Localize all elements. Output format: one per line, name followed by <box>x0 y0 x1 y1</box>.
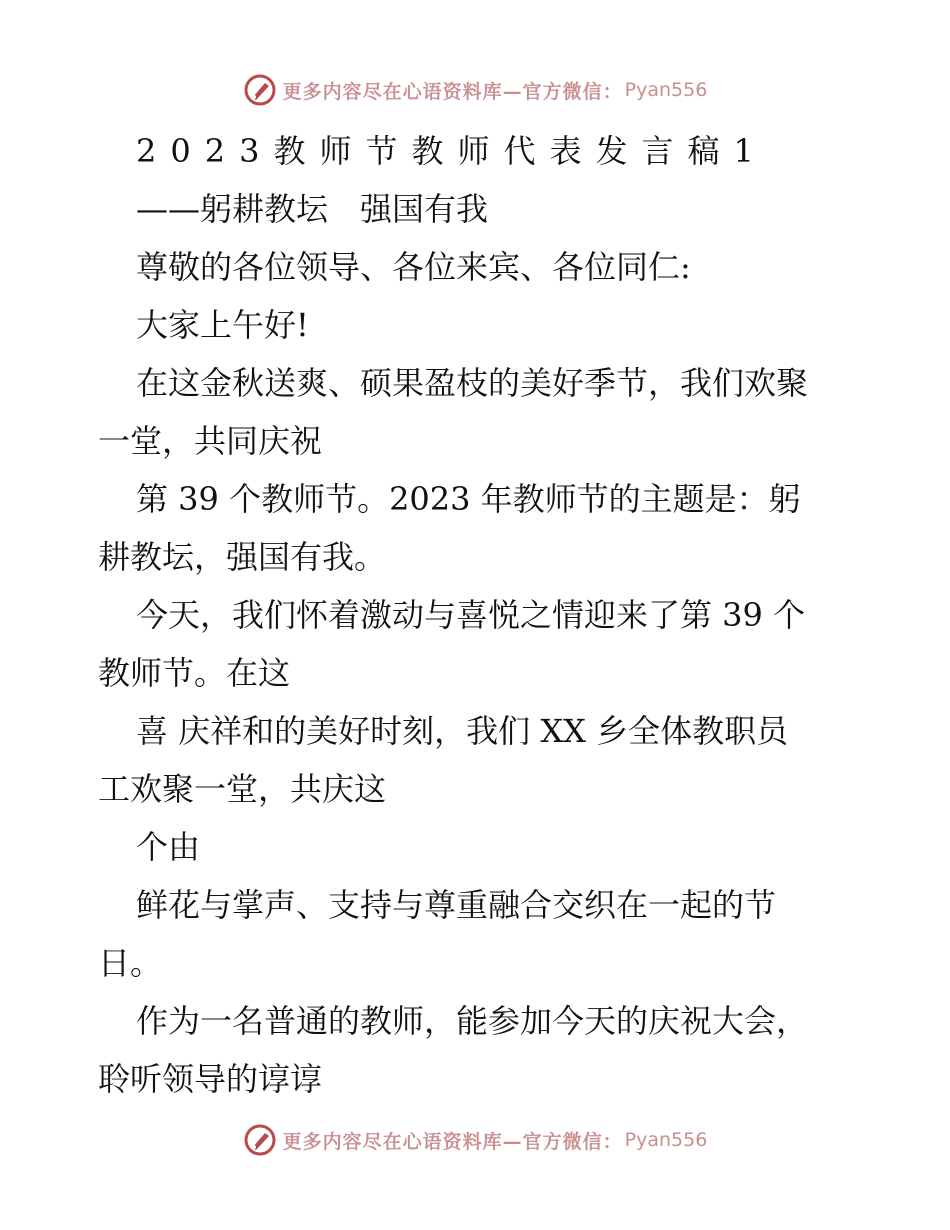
watermark-account: Pyan556 <box>624 79 708 101</box>
greeting: 大家上午好! <box>136 306 309 344</box>
pen-logo-icon <box>243 73 277 107</box>
pen-logo-icon <box>243 1123 277 1157</box>
document-title: 2023教师节教师代表发言稿1 <box>136 132 768 170</box>
header-watermark <box>0 70 950 110</box>
paragraph-line: 工欢聚一堂，共庆这 <box>98 770 387 808</box>
paragraph-line: 第 39 个教师节。2023 年教师节的主题是：躬 <box>136 480 801 518</box>
paragraph-line: 日。 <box>98 944 163 982</box>
paragraph-line: 在这金秋送爽、硕果盈枝的美好季节，我们欢聚 <box>136 364 809 402</box>
paragraph-line: 今天，我们怀着激动与喜悦之情迎来了第 39 个 <box>136 596 806 634</box>
paragraph-line: 作为一名普通的教师，能参加今天的庆祝大会， <box>136 1002 809 1040</box>
document-subtitle: ——躬耕教坛 强国有我 <box>136 190 489 228</box>
footer-watermark <box>0 1120 950 1160</box>
watermark-account: Pyan556 <box>624 1129 708 1151</box>
paragraph-line: 喜 庆祥和的美好时刻，我们 XX 乡全体教职员 <box>136 712 789 750</box>
watermark-text: 更多内容尽在心语资料库—官方微信： <box>282 1130 623 1153</box>
paragraph-line: 聆听领导的谆谆 <box>98 1060 323 1098</box>
paragraph-line: 耕教坛，强国有我。 <box>98 538 387 576</box>
watermark-text: 更多内容尽在心语资料库—官方微信： <box>282 80 623 103</box>
paragraph-line: 鲜花与掌声、支持与尊重融合交织在一起的节 <box>136 886 777 924</box>
paragraph-line: 个由 <box>136 828 201 866</box>
paragraph-line: 教师节。在这 <box>98 654 291 692</box>
paragraph-line: 一堂，共同庆祝 <box>98 422 323 460</box>
salutation: 尊敬的各位领导、各位来宾、各位同仁: <box>136 248 691 286</box>
document-body <box>98 122 858 1108</box>
